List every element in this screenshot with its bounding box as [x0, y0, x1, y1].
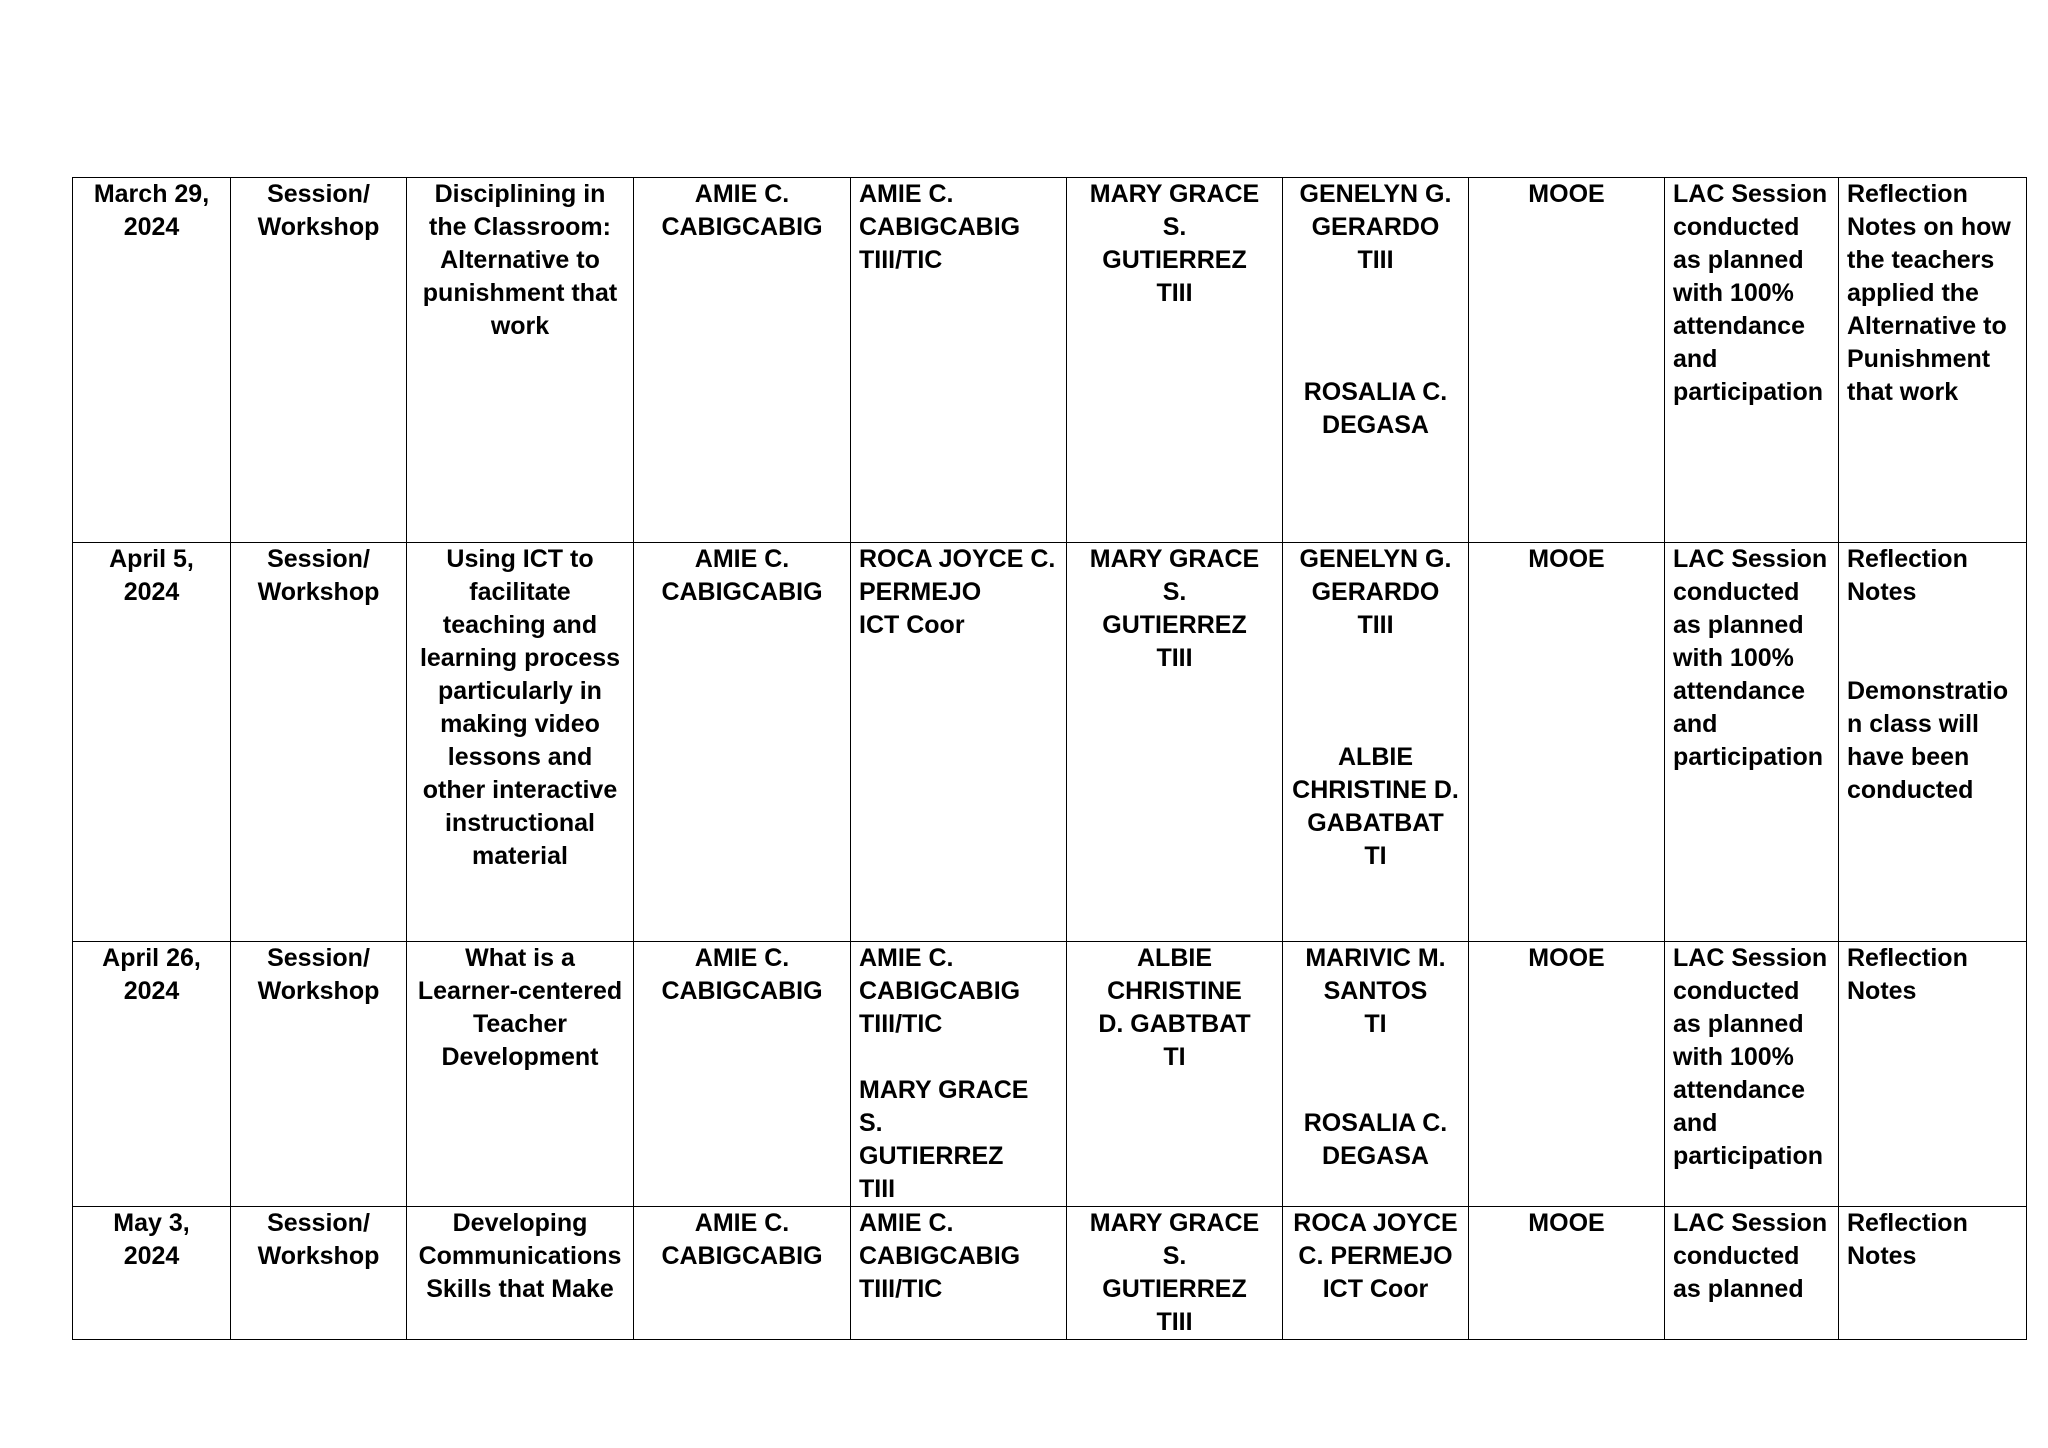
topic-cell: Developing Communications Skills that Make — [407, 1207, 634, 1340]
speaker-cell: AMIE C. CABIGCABIG TIII/TIC — [851, 178, 1067, 543]
fund-source-cell: MOOE — [1469, 178, 1665, 543]
activity-type-cell: Session/ Workshop — [231, 543, 407, 942]
speaker-cell: AMIE C. CABIGCABIG TIII/TIC — [851, 1207, 1067, 1340]
facilitator-cell: MARY GRACE S. GUTIERREZ TIII — [1067, 1207, 1283, 1340]
expected-output-cell: LAC Session conducted as planned — [1665, 1207, 1839, 1340]
topic-cell: Disciplining in the Classroom: Alternative to punishment that work — [407, 178, 634, 543]
facilitator-cell: MARY GRACE S. GUTIERREZ TIII — [1067, 543, 1283, 942]
topic-cell: What is a Learner-centered Teacher Development — [407, 942, 634, 1207]
date-cell: May 3, 2024 — [73, 1207, 231, 1340]
remarks-cell: Reflection Notes — [1839, 1207, 2027, 1340]
speaker-cell: ROCA JOYCE C. PERMEJO ICT Coor — [851, 543, 1067, 942]
remarks-cell: Reflection Notes — [1839, 942, 2027, 1207]
date-cell: April 26, 2024 — [73, 942, 231, 1207]
remarks-cell: Reflection Notes Demonstratio n class will have been conducted — [1839, 543, 2027, 942]
documenter-cell: MARIVIC M. SANTOS TI ROSALIA C. DEGASA — [1283, 942, 1469, 1207]
facilitator-cell: ALBIE CHRISTINE D. GABTBAT TI — [1067, 942, 1283, 1207]
proponent-cell: AMIE C. CABIGCABIG — [634, 178, 851, 543]
topic-cell: Using ICT to facilitate teaching and learning process particularly in making video lessons and other interactive instructional material — [407, 543, 634, 942]
lac-plan-table — [72, 177, 2027, 1340]
proponent-cell: AMIE C. CABIGCABIG — [634, 543, 851, 942]
activity-type-cell: Session/ Workshop — [231, 1207, 407, 1340]
activity-type-cell: Session/ Workshop — [231, 178, 407, 543]
expected-output-cell: LAC Session conducted as planned with 100% attendance and participation — [1665, 942, 1839, 1207]
proponent-cell: AMIE C. CABIGCABIG — [634, 942, 851, 1207]
table-row — [73, 178, 2027, 543]
expected-output-cell: LAC Session conducted as planned with 100% attendance and participation — [1665, 543, 1839, 942]
fund-source-cell: MOOE — [1469, 1207, 1665, 1340]
proponent-cell: AMIE C. CABIGCABIG — [634, 1207, 851, 1340]
speaker-cell: AMIE C. CABIGCABIG TIII/TIC MARY GRACE S. GUTIERREZ TIII — [851, 942, 1067, 1207]
documenter-cell: GENELYN G. GERARDO TIII ROSALIA C. DEGASA — [1283, 178, 1469, 543]
documenter-cell: GENELYN G. GERARDO TIII ALBIE CHRISTINE D. GABATBAT TI — [1283, 543, 1469, 942]
fund-source-cell: MOOE — [1469, 942, 1665, 1207]
date-cell: April 5, 2024 — [73, 543, 231, 942]
facilitator-cell: MARY GRACE S. GUTIERREZ TIII — [1067, 178, 1283, 543]
fund-source-cell: MOOE — [1469, 543, 1665, 942]
remarks-cell: Reflection Notes on how the teachers applied the Alternative to Punishment that work — [1839, 178, 2027, 543]
expected-output-cell: LAC Session conducted as planned with 100% attendance and participation — [1665, 178, 1839, 543]
date-cell: March 29, 2024 — [73, 178, 231, 543]
table-row — [73, 942, 2027, 1207]
documenter-cell: ROCA JOYCE C. PERMEJO ICT Coor — [1283, 1207, 1469, 1340]
table-row — [73, 1207, 2027, 1340]
activity-type-cell: Session/ Workshop — [231, 942, 407, 1207]
table-row — [73, 543, 2027, 942]
